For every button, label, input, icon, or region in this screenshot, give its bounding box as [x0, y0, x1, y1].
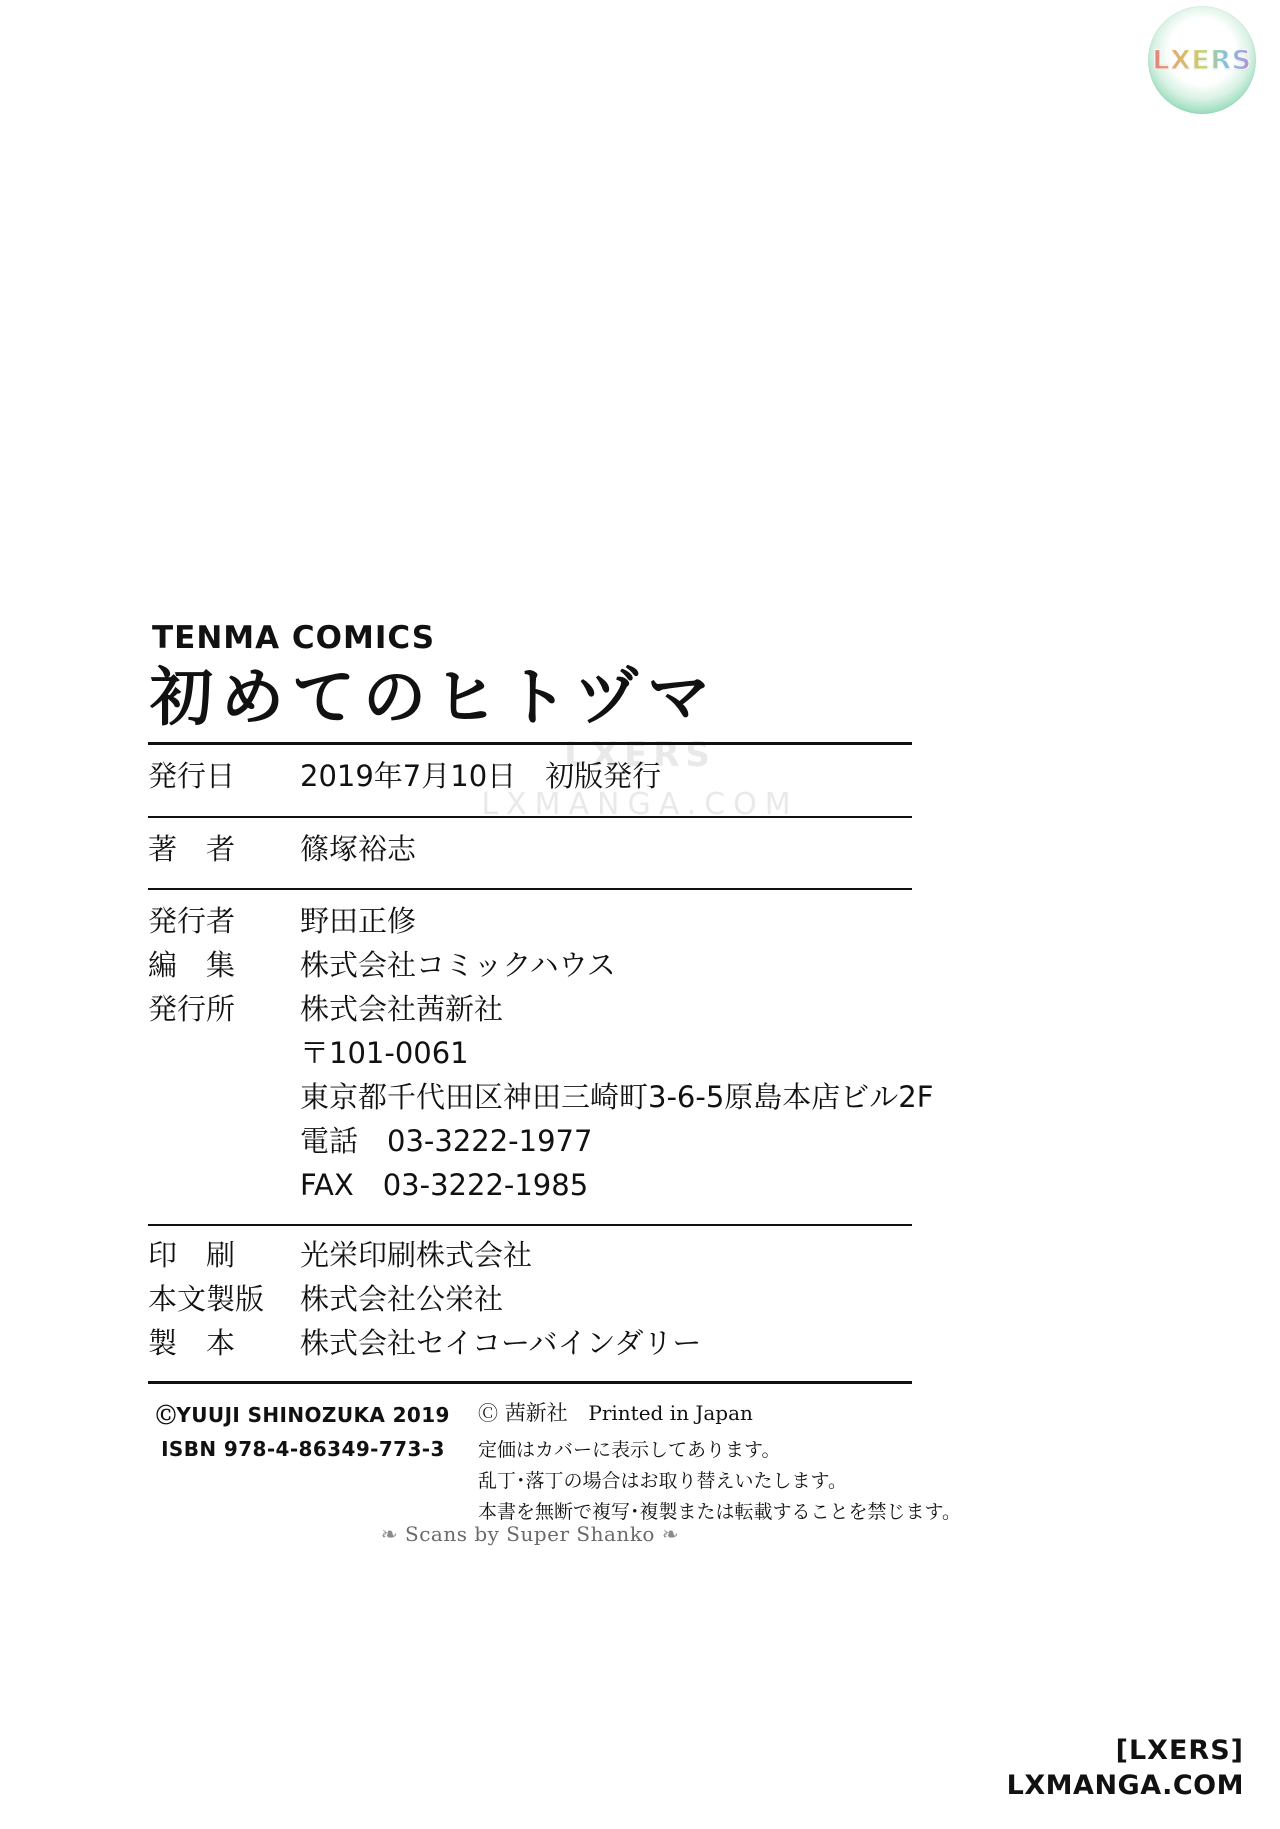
table-row [148, 1321, 912, 1365]
series-label-text: TENMA COMICS [152, 620, 436, 656]
copyright-mark: Ⓒ [478, 1401, 498, 1426]
isbn: ISBN 978-4-86349-773-3 [161, 1437, 445, 1462]
copyright-company: 茜新社 [504, 1401, 568, 1426]
row-value: 2019年7月10日 初版発行 [300, 759, 662, 794]
table-row [148, 899, 912, 943]
colophon-block [148, 620, 961, 1547]
scans-credit-text: Scans by Super Shanko [405, 1522, 655, 1547]
leaf-icon-left: ❧ [380, 1522, 399, 1547]
series-label [152, 620, 912, 656]
footer-right-column [478, 1396, 961, 1527]
row-label: 著 者 [148, 831, 236, 866]
row-label: 発行所 [148, 991, 236, 1026]
copyright-author: ⒸYUUJI SHINOZUKA 2019 [156, 1403, 450, 1428]
table-row [148, 754, 912, 798]
site-credit-line-1: [LXERS] [1115, 1735, 1244, 1766]
author-section [148, 818, 912, 880]
publisher-phone: 電話 03-3222-1977 [300, 1123, 593, 1158]
footer-legal [148, 1390, 961, 1547]
row-label: 製 本 [148, 1326, 236, 1361]
divider-bottom [148, 1381, 912, 1384]
row-value: 株式会社公栄社 [300, 1282, 504, 1317]
row-label: 編 集 [148, 947, 236, 982]
note-copy-prohibited: 本書を無断で複写･複製または転載することを禁じます。 [478, 1500, 961, 1523]
printed-in-japan: Printed in Japan [588, 1401, 753, 1426]
row-value: 株式会社セイコーバインダリー [300, 1326, 702, 1361]
site-credit-line-2: LXMANGA.COM [1006, 1770, 1244, 1801]
scans-credit [148, 1522, 912, 1546]
production-section [148, 1226, 912, 1373]
publisher-postal-code: 〒101-0061 [300, 1035, 469, 1070]
table-row [148, 827, 912, 871]
book-title: 初めてのヒトヅマ [150, 661, 718, 734]
leaf-icon-right: ❧ [661, 1522, 680, 1547]
row-value: 野田正修 [300, 903, 417, 938]
row-value: 株式会社コミックハウス [300, 947, 616, 982]
row-value: 株式会社茜新社 [300, 991, 504, 1026]
table-row [148, 987, 912, 1031]
row-label: 本文製版 [148, 1282, 265, 1317]
copyright-line [478, 1396, 961, 1430]
row-label: 発行日 [148, 759, 236, 794]
row-label: 印 刷 [148, 1238, 236, 1273]
publisher-section [148, 890, 934, 1217]
footer-left-column [156, 1398, 450, 1466]
note-price: 定価はカバーに表示してあります。 [478, 1439, 781, 1462]
lxers-logo-text: LXERS [1152, 44, 1252, 76]
lxers-logo-badge [1148, 6, 1256, 114]
site-credit [1007, 1735, 1244, 1801]
table-row [148, 1233, 912, 1277]
publisher-fax: FAX 03-3222-1985 [300, 1168, 589, 1203]
table-row [148, 943, 912, 987]
note-defect: 乱丁･落丁の場合はお取り替えいたします。 [478, 1470, 847, 1493]
publication-date-section [148, 745, 912, 807]
table-row [148, 1277, 912, 1321]
row-label: 発行者 [148, 903, 236, 938]
row-value: 光栄印刷株式会社 [300, 1238, 533, 1273]
publisher-address: 東京都千代田区神田三崎町3-6-5原島本店ビル2F [300, 1079, 934, 1114]
watermark-line-2: LXMANGA.COM [481, 787, 799, 822]
row-value: 篠塚裕志 [300, 831, 417, 866]
watermark-line-1: LXERS [564, 735, 716, 775]
